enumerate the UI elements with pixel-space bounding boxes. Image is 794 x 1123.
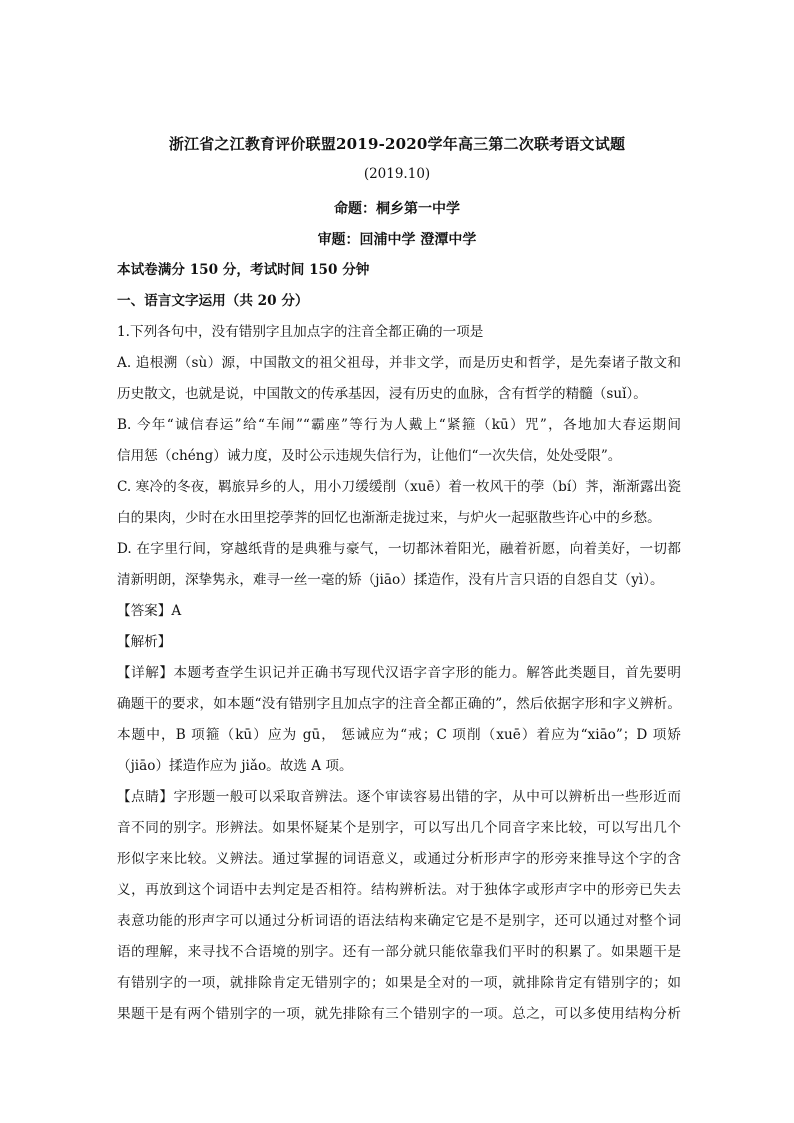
option-c-line-2: 白的果肉，少时在水田里挖荸荠的回忆也渐渐走拢过来，与炉火一起驱散些许心中的乡愁。 [117,510,661,526]
option-a-line-2: 历史散文，也就是说，中国散文的传承基因，浸有历史的血脉，含有哲学的精髓（suǐ）。 [117,386,647,402]
option-c-line-1: C. 寒冷的冬夜，羁旅异乡的人，用小刀缓缓削（xuē）着一枚风干的荸（bí）荠，渐渐露出瓷 [117,479,681,495]
option-d-line-2: 清新明朗，深挚隽永，难寻一丝一毫的矫（jiāo）揉造作，没有片言只语的自怨自艾（yì）。 [117,572,664,588]
option-b-line-1: B. 今年“诚信春运”给“车闹”“霸座”等行为人戴上“紧箍（kū）咒”，各地加大春运期间 [117,417,681,433]
detail-line-2: 确题干的要求，如本题“没有错别字且加点字的注音全都正确的”，然后依据字形和字义辨析。 [117,696,681,712]
option-d-line-1: D. 在字里行间，穿越纸背的是典雅与豪气，一切都沐着阳光，融着祈愿，向着美好，一切都 [117,541,681,557]
tip-line-6: 语的理解，来寻找不合语境的别字。还有一部分就只能依靠我们平时的积累了。如果题干是 [117,944,681,960]
option-b-line-2: 信用惩（chéng）诫力度，及时公示违规失信行为，让他们“一次失信，处处受限”。 [117,448,622,464]
detail-line-3: 本题中，B 项箍（kū）应为 gū， 惩诫应为“戒；C 项削（xuē）着应为“xiāo”；D 项矫 [117,727,681,743]
tip-line-7: 有错别字的一项，就排除肯定无错别字的；如果是全对的一项，就排除肯定有错别字的；如 [117,975,681,991]
tip-line-4: 义，再放到这个词语中去判定是否相符。结构辨析法。对于独体字或形声字中的形旁已失去 [117,882,681,898]
tip-line-8: 果题干是有两个错别字的一项，就先排除有三个错别字的一项。总之，可以多使用结构分析 [117,1006,681,1022]
analysis-label: 【解析】 [117,634,172,650]
detail-line-4: （jiāo）揉造作应为 jiǎo。故选 A 项。 [117,758,353,774]
tip-line-2: 音不同的别字。形辨法。如果怀疑某个是别字，可以写出几个同音字来比较，可以写出几个 [117,820,681,836]
section-heading: 一、语言文字运用（共 20 分） [117,293,309,309]
option-a-line-1: A. 追根溯（sù）源，中国散文的祖父祖母，并非文学，而是历史和哲学，是先秦诸子散文和 [117,355,681,371]
document-date: (2019.10) [363,166,431,182]
detail-line-1: 【详解】本题考查学生识记并正确书写现代汉语字音字形的能力。解答此类题目，首先要明 [117,665,681,681]
author-line: 命题：桐乡第一中学 [334,201,460,217]
exam-info: 本试卷满分 150 分，考试时间 150 分钟 [117,262,370,278]
document-title: 浙江省之江教育评价联盟2019-2020学年高三第二次联考语文试题 [168,135,626,153]
reviewer-line: 审题：回浦中学 澄潭中学 [317,232,477,248]
question-stem: 1.下列各句中，没有错别字且加点字的注音全都正确的一项是 [117,324,484,340]
tip-line-3: 形似字来比较。义辨法。通过掌握的词语意义，或通过分析形声字的形旁来推导这个字的含 [117,851,681,867]
tip-line-5: 表意功能的形声字可以通过分析词语的语法结构来确定它是不是别字，还可以通过对整个词 [117,913,681,929]
tip-line-1: 【点睛】字形题一般可以采取音辨法。逐个审读容易出错的字，从中可以辨析出一些形近而 [117,789,681,805]
answer-line: 【答案】A [117,603,182,619]
